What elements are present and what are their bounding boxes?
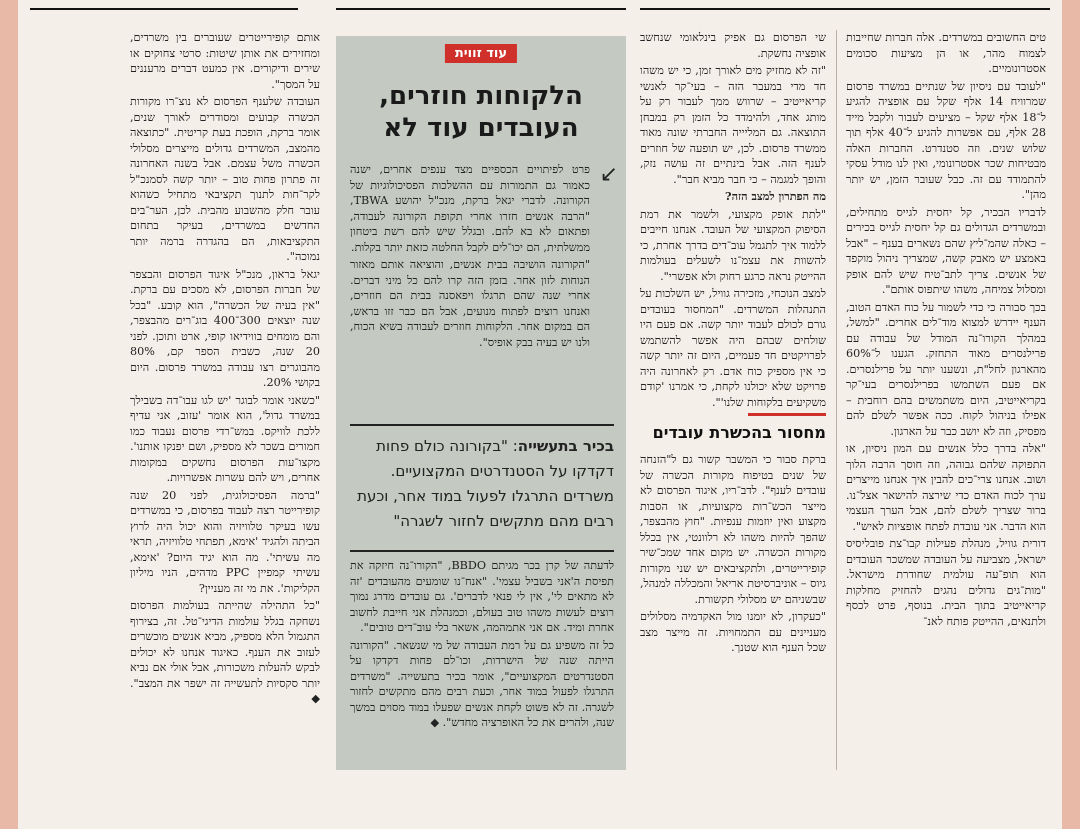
- paragraph: "זה לא מחזיק מים לאורך זמן, כי יש משהו חד מדי במעבר הזה – בעי־קר לאנשי קריאייטיב – שרווש ממך לעבור רק על מותג אחד, ולהימדד כל הזמן רק במבחן התוצאה. גם המליייה החברתי שונה מאוד ממשרד פרסום. לכן, יש תופעה של חוזרים לענף הזה. אבל בינתיים זה עושה נזק, והופך למגמה – כי חבר מביא חבר".: [640, 64, 826, 186]
- paragraph: פרט לפיתויים הכספיים מצד ענפים אחרים, ישנה כאמור גם התמורות עם ההשלכות הפסיכולוגיות של הקורונה. לדברי יגאל ברקת, מנכ"ל יהושע TBWA, "הרבה אנשים חזרו אחרי תקופת הקורונה לעבודה, ופתאום לא בא להם. ובגלל שיש להם רשת ביטחון ממשלתית, הם יכו־לים לקבל החלטה כזאת יותר בקלות.: [350, 163, 590, 254]
- paragraph: "אלה בדרך כלל אנשים עם המון ניסיון, או התפוקה שלהם גבוהה, וזה חוסך הרבה הלוך ושוב. אנחנו צרי־כים להבין איך אנחנו מייצרים ערך לכוח האדם כדי שירצה להישאר אצל־נו. ברור שצריך לשלם להם, אבל הערך העצמי הוא הדבר. אני עובדת לפתח אופציות לאיש".: [846, 442, 1046, 533]
- box-tag: עוד זווית: [445, 44, 517, 63]
- column-right: [846, 30, 1046, 780]
- arrow-down-left-icon: ↙: [599, 162, 618, 187]
- paragraph: "כעקרון, לא יומנו מול האקדמיה מסלולים מעניינים עם התמחויות. זה מייצר מצב שכל הענף הוא שטנך.: [640, 610, 826, 654]
- box-body: [350, 558, 614, 731]
- paragraph: דורית גוויל, מנהלת פעילות קבו־צת פובליסיס ישראל, מצביעה על העובדה שמשכר העובדים הוא תופ־עה עולמית שחודרת מישראל. "מות־גים גדולים נהגים להחזיק מחלקות קריאייטיב בתוך הבית. בנוסף, פרט לכסף ולתנאים, ההייטק פותח לאנ־: [846, 537, 1046, 628]
- paragraph: לדבריו הבכיר, קל יחסית לגייס מתחילים, ובמשרדים הגדולים גם קל יחסית לגייס בכירים – כאלה שהמ־ליץ שהם נשארים בענף – "אבל באמצע יש מאבק קשה, שמצריך ניהול מוקפד של אנשים. צריך לתב־טיח שיש להם אופק ומסלול צמיחה, משהו שיתפוס אותם".: [846, 205, 1046, 296]
- column-center: [640, 30, 826, 780]
- paragraph: בכך סבורה כי כדי לשמור על כוח האדם הטוב, הענף יידרש למצוא מוד־לים אחרים. "למשל, במהלך הקורו־נה המודל של עבודה עם פרילנסרים מאוד התחזק. הגענו ל־60% מהארגון לחל"ת, ונשענו יותר על פרילנסרים. אם פעם השתמשו בפרילנסרים בעי־קר בקריאייטיב, היום משתמשים בהם רוחבית – אפילו בניהול לקוח. ככה אפשר לשלם להם מפסיק, וזה לא יושב כבר על הארגון.: [846, 300, 1046, 438]
- paragraph: כל זה משפיע גם על רמת העבודה של מי שנשאר. "הקורונה הייתה שנה של הישרדות, וכו־לם פחות דקדקו על הסטנדרטים המקצועיים", אומר בכיר בתעשייה. "משרדים התרגלו לפעול במוד אחר, וכעת רבים מהם מתקשים לחזור לשגרה. זה לא פשוט לקחת אנשים שפעלו במוד מסוים במשך שנה, ולהרים את כל האופרציה מחדש". ◆: [350, 638, 614, 729]
- paragraph: אותם קופירייטרים שעוברים בין משרדים, ומחזירים את אותן שיטות: סרטי צחוקים או שירים ודיקורים. אין כמעט דברים מרעננים על המסך".: [130, 31, 320, 91]
- paragraph: לדעתה של קרן בכר מגיתם BBDO, "הקורו־נה חיזקה את תפיסת ה'אני בשביל עצמי'. "אנח־נו שומעים מהעובדים 'זה לא מתאים לי', אין לי פנאי לדברים'. גם עובדים מדרג נמוך רוצים לעשות משהו טוב בעולם, וכמנהלת אני חייבת לחשוב אחרת ומיד. אם אני אתמהמה, אשאר בלי עוב־דים טובים".: [350, 559, 614, 634]
- paragraph: טים החשובים במשרדים. אלה חברות שחייבות לצמוח מהר, או הן מציעות סכומים אסטרונומיים.: [846, 31, 1046, 75]
- column-divider: [836, 30, 837, 770]
- paragraph: ברקת סבור כי המשבר קשור גם ל"הזנחה של שנים בטיפוח מקורות הכשרה של עובדים לענף". לדב־ריו, איגוד הפרסום לא מייצר הכש־רות מקצועיות, או הסבות מקצוע ואין יוזמות ענפיות. "חוץ מהבצפר, שהפך להיות משהו לא רלוונטי, אין בכלל מקורות הכשרה. יש מקום אחד שמכ־שיר קופירייטרים, ולתקציבאים יש שני מקורות גיוס – אוניברסיטת אריאל והמכללה למנהל, שבשניהם יש מסלולי תקשורת.: [640, 453, 826, 606]
- paragraph: "כשאני אומר לבוגר 'יש לגו עבו־דה בשבילך במשרד גדול', הוא אומר 'עזוב, אני עדיף ללכת לוויקס. במש־רדי פרסום נעבוד כמו חמורים בשכר לא מספיק, ושם יפנקו אותנו'. מקצו־עות הפרסום נחשקים במקומות אחרים, ויש להם עשרות אפשרויות.: [130, 393, 320, 484]
- section-title: מחסור בהכשרת עובדים: [640, 422, 826, 444]
- column-left: [130, 30, 320, 780]
- pull-quote-rule-top: [350, 424, 614, 426]
- sidebar-box: [336, 36, 626, 770]
- top-rule: [640, 8, 1050, 10]
- pull-quote-rule-bottom: [350, 550, 614, 552]
- pull-quote-text: : "בקורונה כולם פחות דקדקו על הסטנדרטים המקצועיים. משרדים התרגלו לפעול במוד אחר, וכעת רבים מהם מתקשים לחזור לשגרה": [357, 437, 614, 530]
- top-rule: [336, 8, 626, 10]
- paragraph: "לתת אופק מקצועי, ולשמר את רמת הסיפוק המקצועי של העובד. אנחנו חייבים ללמוד איך לתגמל עוב־דים בדרך אחרת, כי להשוות את עצמ־נו לשעלים בעולמות ההייטק נראה כרגע רחוק ולא אפשרי".: [640, 207, 826, 283]
- newspaper-page: [18, 0, 1062, 829]
- paragraph: למצב הנוכחי, מזכירה גוויל, יש השלכות על התנהלות המשרדים. "המחסור בעובדים גורם לכולם לעבוד יותר קשה. אם פעם היו שולחים שבהם היה אפשר להשתמש לפרויקטים חד פעמיים, היום זה יותר קשה כי אין מספיק כוח אדם. רק לאחרונה היה פרויקט שלא יכולנו לקחת, כי אמרנו 'קודם משקיעים בלקוחות שלנו'".: [640, 287, 826, 409]
- pull-quote-speaker: בכיר בתעשייה: [517, 437, 614, 455]
- paragraph: העובדה שלענף הפרסום לא נוצ־רו מקורות הכשרה קבועים ומסודרים לאורך שנים, אומר ברקת, הופכת בעת קריטית. "כתוצאה מהמצב, המשרדים גדולים מייצרים מסלולי הכשרה משל עצמם. אבל בשנה האחרונה זה פתרון פחות טוב – יותר קשה לסמנכ"ל לקר־חות לתנוך תקציבאי מתחיל כשהוא עובר חלק מהשבוע מהבית. לכן, הער־בים החדשים במשרדים, בעיקר בתחום התקציבאות, הם בהגדרה ברמה יותר נמוכה".: [130, 95, 320, 263]
- pull-quote: [350, 434, 614, 534]
- box-intro: [350, 162, 590, 350]
- box-headline: הלקוחות חוזרים, העובדים עוד לא: [379, 81, 583, 143]
- paragraph: "הקורונה הושיבה בבית אנשים, והוציאה אותם מאזור הנוחות לזון אחר. בזמן הזה קרו להם כל מיני דברים. אחרי שנה שהם תרגלו ויפאסנה בבית הם חוזרים, ואנחנו רוצים לפתוח מנועים, אבל הם כבר זזו בראש, הם במקום אחר. הלקוחות חוזרים לעבודה בשיא הכוח, ולנו יש בעיה בבק אופיס".: [350, 258, 590, 349]
- paragraph: "לעובד עם ניסיון של שנתיים במשרד פרסום שמרוויח 14 אלף שקל עם אופציה להגיע ל־18 אלף שקל – מציעים לעבור ולקבל מייד 28 אלף, עם אפשרות להגיע ל־40 אלף תוך שלוש שנים. וזה סטנדרט. החברות האלה מבטיחות שכר אסטרונומי, ואין לנו מודל עסקי להתמודד עם זה. כבל שעובר הזמן, יש יותר מהן".: [846, 79, 1046, 201]
- paragraph: יגאל בראון, מנכ"ל איגוד הפרסום והבצפר של חברות הפרסום, לא מסכים עם ברקת. "אין בעיה של הכשרה", הוא קובע. "בכל שנה יוצאים 300־400 בוג־רים מהבצפר, והם מומחים בווידיאו קופי, ארט ותוכן. לפני 20 שנה, כשבית הספר קם, 80% מהבוגרים רצו עבודה במשרד פרסום. היום בקושי 20%.: [130, 267, 320, 389]
- paragraph: שי הפרסום גם אפיק בינלאומי שנחשב אופציה נחשקת.: [640, 31, 826, 60]
- paragraph: "ברמה הפסיכולוגית, לפני 20 שנה קופירייטר רצה לעבוד בפרסום, כי במשרדים עשו בעיקר טלוויזיה והוא יכול היה לרוץ הביתה ולהגיד 'אימא, תפתחי טלוויזיה, תראי מה עשיתי'. מה הוא יגיד היום? 'אימא, עשיתי קמפיין PPC מדהים, הניו מיליון הקליקות'. את מי זה מעניין?: [130, 488, 320, 595]
- top-rule: [30, 8, 298, 10]
- paragraph: "כל התהילה שהייתה בעולמות הפרסום נשחקה בגלל עולמות הדיגי־טל. זה, בצירוף התגמול הלא מספיק, מביא אנשים מוכשרים לעזוב את הענף. כאיגוד אנחנו לא יכולים לבקש להעלות משכורות, אבל אולי אם נביא יותר סקסיות לתעשייה זה ישפר את המצב". ◆: [130, 599, 320, 705]
- subheading: מה הפתרון למצב הזה?: [725, 189, 826, 203]
